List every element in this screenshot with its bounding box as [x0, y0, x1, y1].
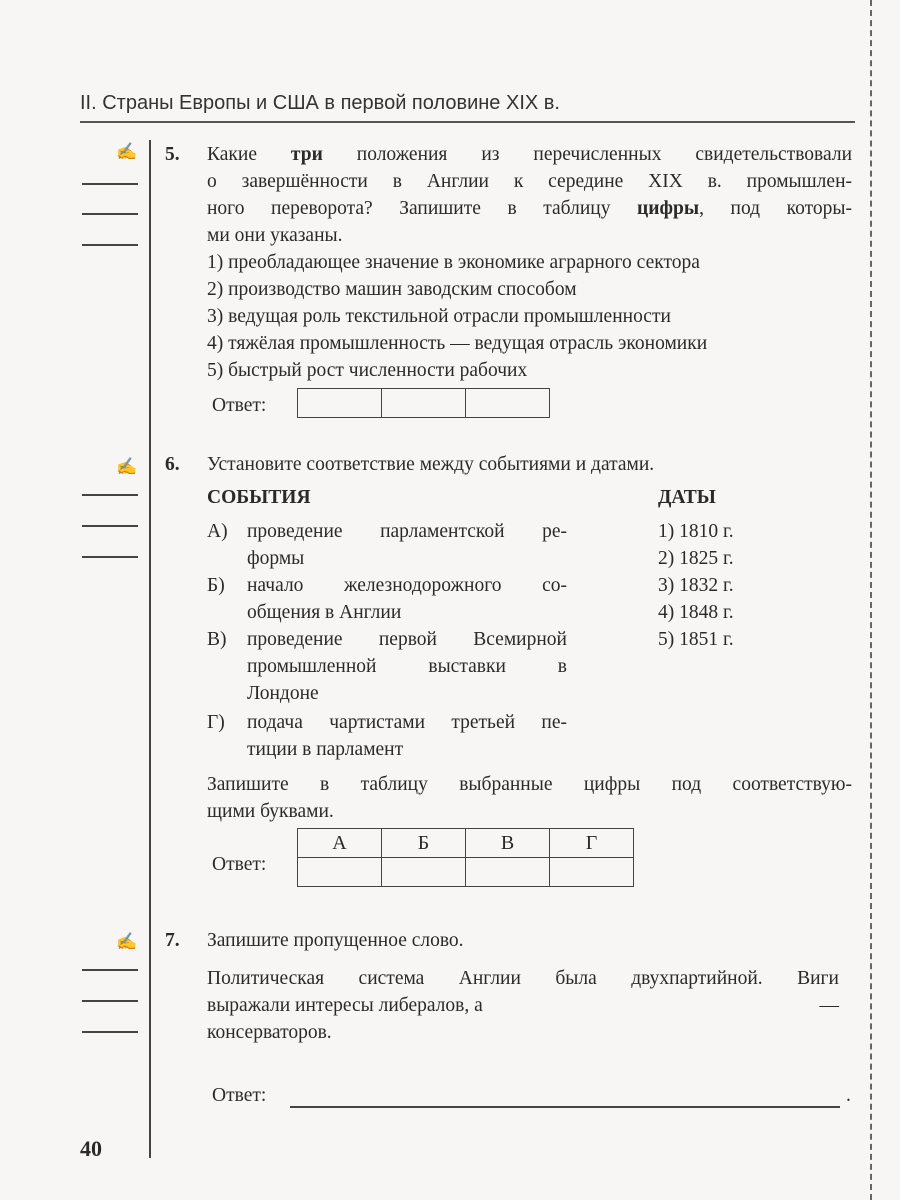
margin-line [82, 244, 138, 246]
task6-instruction: Запишите в таблицу выбранные цифры под соответствую- щими буквами. [207, 774, 852, 822]
page-number: 40 [80, 1136, 102, 1161]
margin-line [82, 1031, 138, 1033]
answer-label: Ответ: [212, 854, 267, 875]
header-divider [80, 121, 855, 123]
answer-cell[interactable] [382, 389, 466, 418]
pencil-icon: ✍ [116, 457, 138, 476]
margin-line [82, 969, 138, 971]
events-heading: СОБЫТИЯ [207, 487, 311, 508]
answer-cell[interactable] [298, 389, 382, 418]
task-number: 6. [165, 454, 180, 475]
margin-line [82, 1000, 138, 1002]
margin-divider [149, 140, 151, 1158]
section-header: II. Страны Европы и США в первой половине XIX в. [80, 92, 560, 114]
option: 5) быстрый рост численности рабочих [207, 360, 528, 381]
answer-cell[interactable] [382, 858, 466, 887]
option: 3) ведущая роль текстильной отрасли промышленности [207, 306, 671, 327]
task7-question: Запишите пропущенное слово. [207, 930, 464, 951]
option: 4) тяжёлая промышленность — ведущая отрасль экономики [207, 333, 708, 354]
answer-table [297, 388, 550, 418]
answer-cell[interactable] [298, 858, 382, 887]
answer-cell[interactable] [466, 389, 550, 418]
answer-end: . [846, 1085, 851, 1106]
answer-table [297, 828, 634, 887]
answer-label: Ответ: [212, 395, 267, 416]
column-header: Г [550, 829, 634, 858]
option: 2) производство машин заводским способом [207, 279, 577, 300]
column-header: В [466, 829, 550, 858]
events-list: А) проведение парламентской ре- формы Б) начало железнодорожного со- общения в Англии В) проведение первой Всемирной промышленной выставки в Лондоне Г) подача чартистами третьей пе- тиции в парламент [207, 521, 567, 760]
page-edge [870, 0, 872, 1200]
margin-line [82, 494, 138, 496]
dates-list: 1) 1810 г. 2) 1825 г. 3) 1832 г. 4) 1848 г. 5) 1851 г. [658, 521, 734, 650]
task6-question: Установите соответствие между событиями и датами. [207, 454, 655, 475]
margin-line [82, 213, 138, 215]
task-number: 5. [165, 144, 180, 165]
answer-cell[interactable] [550, 858, 634, 887]
task7-text: Политическая система Англии была двухпартийной. Виги выражали интересы либералов, а — консерваторов. [207, 968, 839, 1043]
dates-heading: ДАТЫ [658, 487, 716, 508]
column-header: Б [382, 829, 466, 858]
answer-cell[interactable] [466, 858, 550, 887]
margin-line [82, 183, 138, 185]
column-header: А [298, 829, 382, 858]
margin-line [82, 525, 138, 527]
task-number: 7. [165, 930, 180, 951]
pencil-icon: ✍ [116, 932, 138, 951]
pencil-icon: ✍ [116, 142, 138, 161]
task5-question: Какие три положения из перечисленных свидетельствовали о завершённости в Англии к середине XIX в. промышлен- ного переворота? Запишите в таблицу цифры, под которы- ми они указаны. 1) преобладающее значение в экономике аграрного сектора 2) производство машин заводским способом 3) ведущая роль текстильной отрасли промышленности 4) тяжёлая промышленность — ведущая отрасль экономики 5) быстрый рост численности рабочих [207, 141, 852, 384]
answer-line[interactable] [290, 1106, 840, 1108]
option: 1) преобладающее значение в экономике аграрного сектора [207, 252, 700, 273]
answer-label: Ответ: [212, 1085, 267, 1106]
margin-line [82, 556, 138, 558]
